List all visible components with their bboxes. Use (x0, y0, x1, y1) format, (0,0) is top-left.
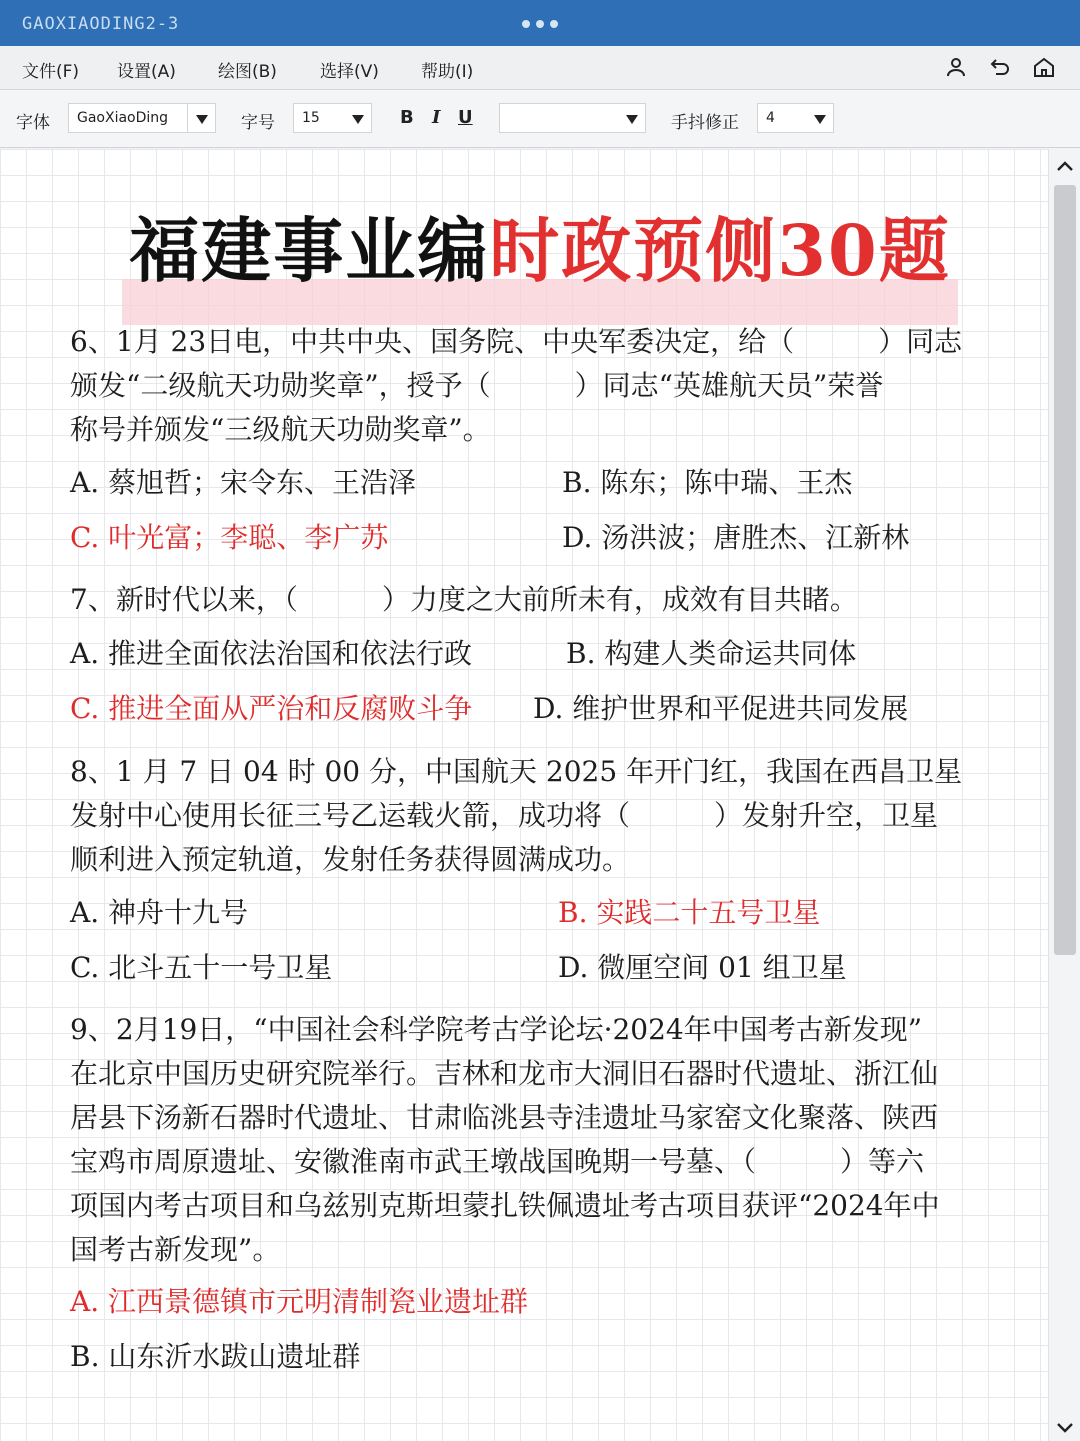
size-select[interactable]: 15 (293, 103, 345, 133)
document-canvas[interactable] (0, 149, 1048, 1441)
q7-option-d: D. 维护世界和平促进共同发展 (533, 692, 909, 725)
correction-select[interactable]: 4 (757, 103, 807, 133)
question-line: 8、1 月 7 日 04 时 00 分，中国航天 2025 年开门红，我国在西昌卫星 (70, 755, 963, 788)
menu-settings[interactable]: 设置(A) (117, 62, 176, 82)
q9-option-a-answer: A. 江西景德镇市元明清制瓷业遗址群 (70, 1285, 529, 1318)
style-select[interactable] (499, 103, 619, 133)
q6-option-b: B. 陈东；陈中瑞、王杰 (562, 466, 853, 499)
font-label: 字体 (16, 113, 50, 133)
question-line: 居县下汤新石器时代遗址、甘肃临洮县寺洼遗址马家窑文化聚落、陕西 (70, 1101, 939, 1134)
font-select[interactable]: GaoXiaoDing (68, 103, 188, 133)
size-dropdown-icon[interactable] (344, 103, 372, 133)
q9-option-b: B. 山东沂水跋山遗址群 (70, 1340, 361, 1373)
correction-label: 手抖修正 (671, 113, 739, 133)
style-dropdown-icon[interactable] (618, 103, 646, 133)
q8-option-a: A. 神舟十九号 (70, 896, 249, 929)
question-line: 在北京中国历史研究院举行。吉林和龙市大洞旧石器时代遗址、浙江仙 (70, 1057, 939, 1090)
scrollbar-thumb[interactable] (1054, 185, 1076, 955)
undo-icon[interactable] (988, 55, 1012, 79)
window-controls[interactable] (522, 20, 558, 28)
q6-option-a: A. 蔡旭哲；宋令东、王浩泽 (70, 466, 417, 499)
size-label: 字号 (241, 113, 275, 133)
title-black-text: 福建事业编 (129, 209, 490, 292)
q8-option-d: D. 微厘空间 01 组卫星 (558, 951, 847, 984)
question-line: 称号并颁发“三级航天功勋奖章”。 (70, 413, 491, 446)
question-line: 9、2月19日，“中国社会科学院考古学论坛·2024年中国考古新发现” (70, 1013, 923, 1046)
q6-option-c-answer: C. 叶光富；李聪、李广苏 (70, 521, 389, 554)
format-toolbar (0, 90, 1080, 148)
question-7 (70, 578, 1015, 622)
q8-option-c: C. 北斗五十一号卫星 (70, 951, 333, 984)
title-red-text: 时政预侧30题 (489, 209, 951, 292)
menu-file[interactable]: 文件(F) (22, 62, 80, 82)
underline-button[interactable]: U (458, 107, 473, 128)
user-icon[interactable] (944, 55, 968, 79)
correction-dropdown-icon[interactable] (806, 103, 834, 133)
question-9 (70, 1008, 1015, 1272)
bold-button[interactable]: B (400, 107, 414, 128)
question-6 (70, 320, 1015, 452)
font-dropdown-icon[interactable] (188, 103, 216, 133)
menu-draw[interactable]: 绘图(B) (218, 62, 277, 82)
italic-button[interactable]: I (432, 107, 441, 128)
menu-help[interactable]: 帮助(I) (421, 62, 474, 82)
scroll-up-icon[interactable] (1055, 157, 1075, 177)
q7-option-c-answer: C. 推进全面从严治和反腐败斗争 (70, 692, 473, 725)
question-line: 颁发“二级航天功勋奖章”，授予（ ）同志“英雄航天员”荣誉 (70, 369, 884, 402)
home-icon[interactable] (1032, 55, 1056, 79)
question-line: 6、1月 23日电，中共中央、国务院、中央军委决定，给（ ）同志 (70, 325, 963, 358)
vertical-scrollbar[interactable] (1048, 149, 1080, 1441)
question-8 (70, 750, 1015, 882)
q7-option-b: B. 构建人类命运共同体 (566, 637, 857, 670)
scroll-down-icon[interactable] (1055, 1417, 1075, 1437)
page-title (0, 195, 1048, 296)
title-bar (0, 0, 1080, 46)
window-title: GAOXIAODING2-3 (22, 14, 180, 34)
question-line: 顺利进入预定轨道，发射任务获得圆满成功。 (70, 843, 631, 876)
question-line: 发射中心使用长征三号乙运载火箭，成功将（ ）发射升空，卫星 (70, 799, 939, 832)
q7-option-a: A. 推进全面依法治国和依法行政 (70, 637, 473, 670)
question-line: 7、新时代以来，（ ）力度之大前所未有，成效有目共睹。 (70, 583, 858, 616)
menu-bar (0, 46, 1080, 90)
question-line: 宝鸡市周原遗址、安徽淮南市武王墩战国晚期一号墓、（ ）等六 (70, 1145, 925, 1178)
question-line: 项国内考古项目和乌兹别克斯坦蒙扎铁佩遗址考古项目获评“2024年中 (70, 1189, 940, 1222)
q6-option-d: D. 汤洪波；唐胜杰、江新林 (562, 521, 910, 554)
menu-select[interactable]: 选择(V) (320, 62, 379, 82)
q8-option-b-answer: B. 实践二十五号卫星 (558, 896, 821, 929)
question-line: 国考古新发现”。 (70, 1233, 281, 1266)
